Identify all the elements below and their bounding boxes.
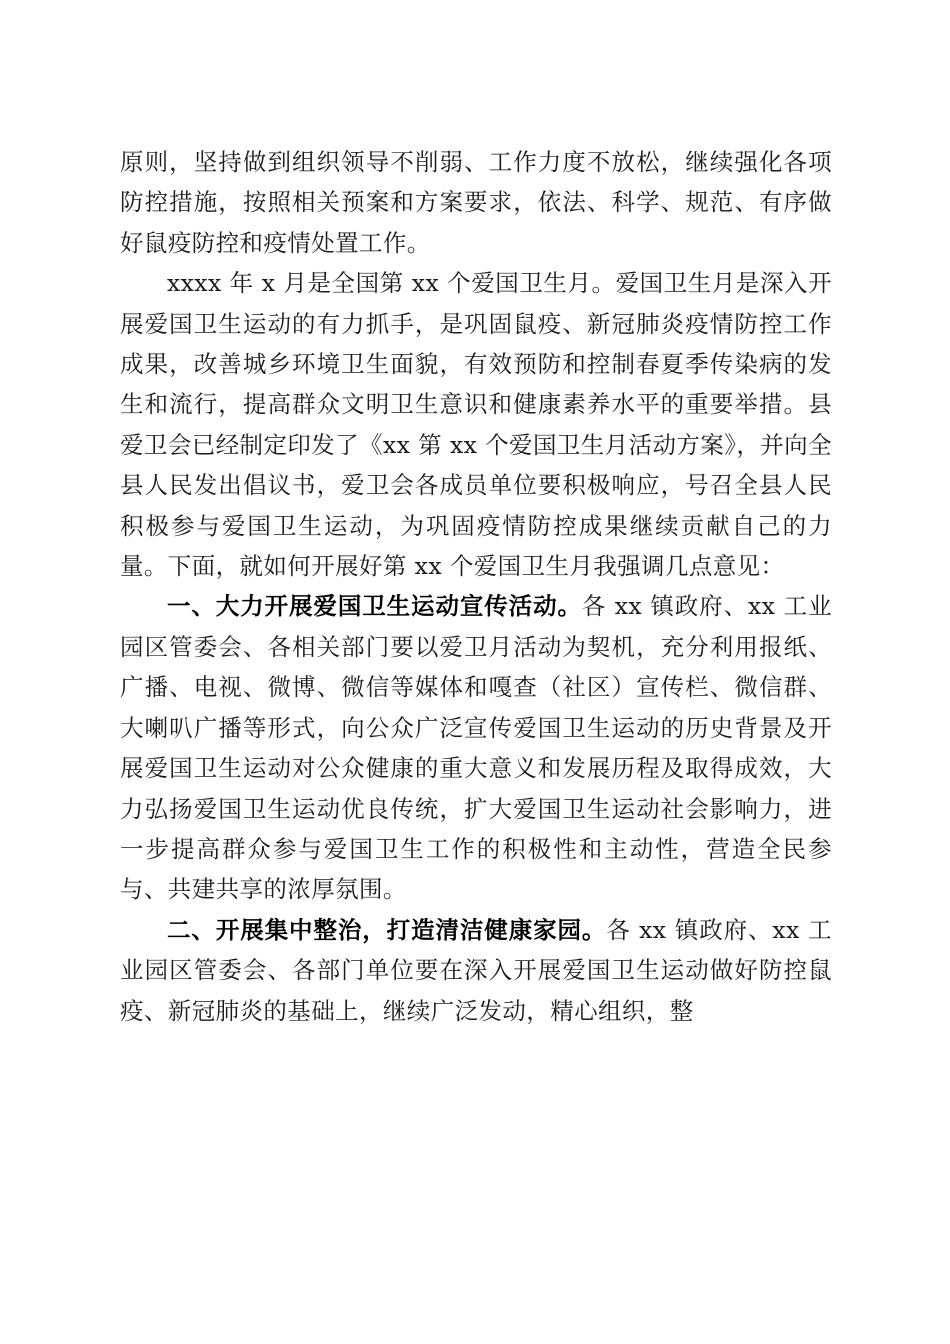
paragraph-text: 原则，坚持做到组织领导不削弱、工作力度不放松，继续强化各项防控措施，按照相关预案和方案要求，依法、科学、规范、有序做好鼠疫防控和疫情处置工作。 <box>120 148 832 257</box>
paragraph-text: 各 xx 镇政府、xx 工业园区管委会、各部门单位要在深入开展爱国卫生运动做好防控鼠疫、新冠肺炎的基础上，继续广泛发动，精心组织，整 <box>120 915 833 1025</box>
paragraph-text: 各 xx 镇政府、xx 工业园区管委会、各相关部门要以爱卫月活动为契机，充分利用报纸、广播、电视、微博、微信等媒体和嘎查（社区）宣传栏、微信群、大喇叭广播等形式，向公众广泛宣传爱国卫生运动的历史背景及开展爱国卫生运动对公众健康的重大意义和发展历程及取得成效，大力弘扬爱国卫生运动优良传统，扩大爱国卫生运动社会影响力，进一步提高群众参与爱国卫生工作的积极性和主动性，营造全民参与、共建共享的浓厚氛围。 <box>120 592 832 904</box>
document-body <box>120 142 832 1031</box>
paragraph-text: xxxx 年 x 月是全国第 xx 个爱国卫生月。爱国卫生月是深入开展爱国卫生运动的有力抓手，是巩固鼠疫、新冠肺炎疫情防控工作成果，改善城乡环境卫生面貌，有效预防和控制春夏季传染病的发生和流行，提高群众文明卫生意识和健康素养水平的重要举措。县爱卫会已经制定印发了《xx 第 xx 个爱国卫生月活动方案》，并向全县人民发出倡议书，爱卫会各成员单位要积极响应，号召全县人民积极参与爱国卫生运动，为巩固疫情防控成果继续贡献自己的力量。下面，就如何开展好第 xx 个爱国卫生月我强调几点意见： <box>120 269 832 581</box>
paragraph-section-one <box>120 586 832 909</box>
section-heading: 二、开展集中整治，打造清洁健康家园。 <box>167 915 607 944</box>
paragraph-section-two <box>120 910 832 1031</box>
paragraph-patriotic-health-month <box>120 263 832 586</box>
section-heading: 一、大力开展爱国卫生运动宣传活动。 <box>167 592 582 621</box>
paragraph-continuation <box>120 142 832 263</box>
